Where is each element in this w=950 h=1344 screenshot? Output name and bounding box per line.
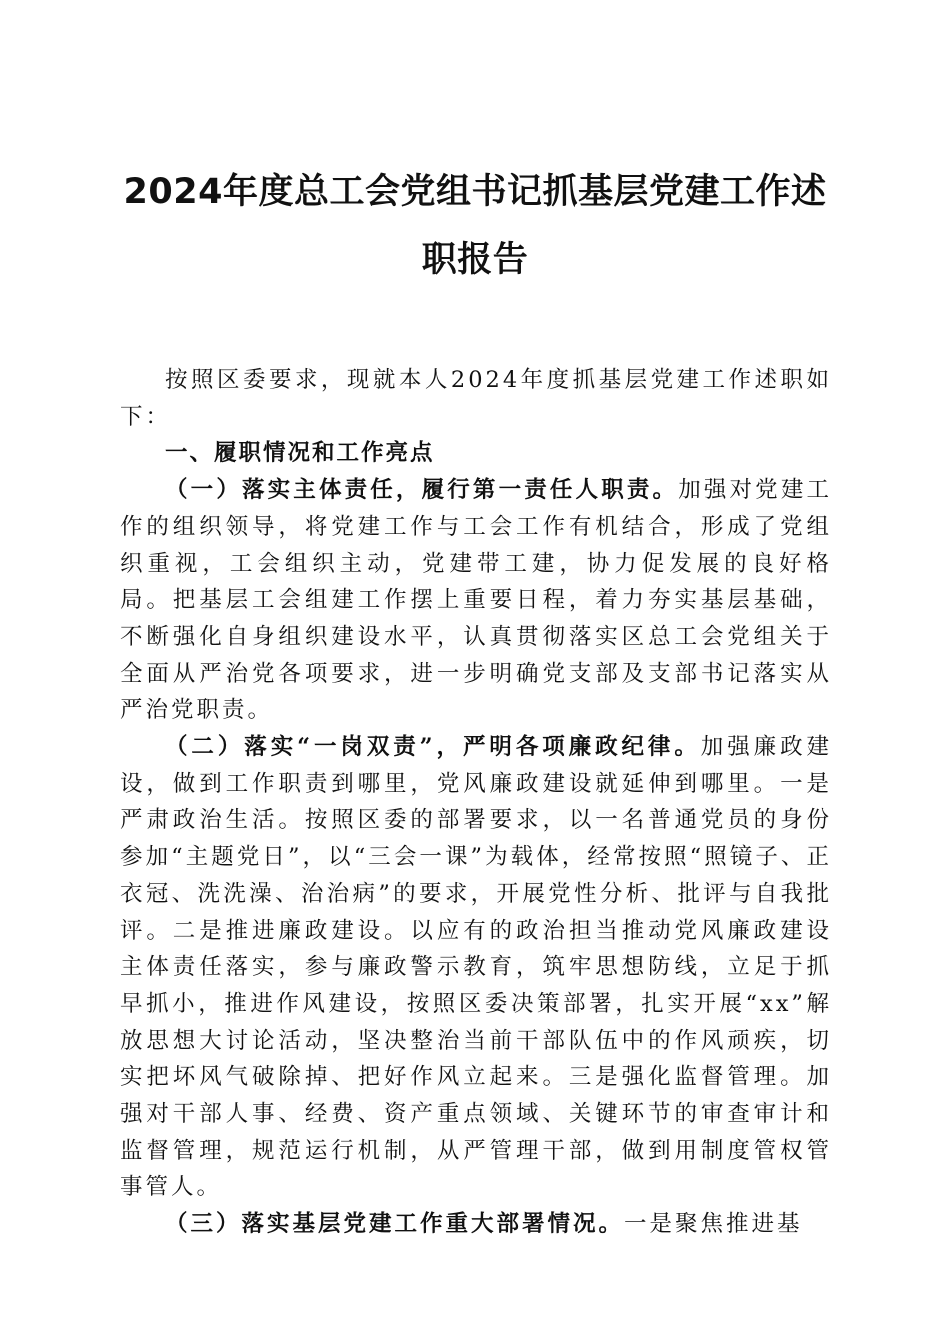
section-heading: 一、履职情况和工作亮点 — [165, 440, 435, 467]
paragraph-2 — [120, 729, 832, 1206]
paragraph-1-lead: （一）落实主体责任，履行第一责任人职责。 — [165, 477, 679, 504]
paragraph-1-body: 加强对党建工作的组织领导，将党建工作与工会工作有机结合，形成了党组织重视，工会组织主动，党建带工建，协力促发展的良好格局。把基层工会组建工作摆上重要日程，着力夯实基层基础，不断强化自身组织建设水平，认真贯彻落实区总工会党组关于全面从严治党各项要求，进一步明确党支部及支部书记落实从严治党职责。 — [120, 477, 832, 724]
intro-paragraph: 按照区委要求，现就本人2024年度抓基层党建工作述职如下： — [120, 367, 832, 430]
paragraph-1 — [120, 472, 832, 729]
paragraph-3-lead: （三）落实基层党建工作重大部署情况。 — [165, 1211, 625, 1238]
document-title-line-2: 职报告 — [421, 240, 529, 280]
paragraph-2-body: 加强廉政建设，做到工作职责到哪里，党风廉政建设就延伸到哪里。一是严肃政治生活。按照区委的部署要求，以一名普通党员的身份参加“主题党日”，以“三会一课”为载体，经常按照“照镜子、正衣冠、洗洗澡、治治病”的要求，开展党性分析、批评与自我批评。二是推进廉政建设。以应有的政治担当推动党风廉政建设主体责任落实，参与廉政警示教育，筑牢思想防线，立足于抓早抓小，推进作风建设，按照区委决策部署，扎实开展“xx”解放思想大讨论活动，坚决整治当前干部队伍中的作风顽疾，切实把坏风气破除掉、把好作风立起来。三是强化监督管理。加强对干部人事、经费、资产重点领域、关键环节的审查审计和监督管理，规范运行机制，从严管理干部，做到用制度管权管事管人。 — [120, 734, 832, 1201]
paragraph-3 — [120, 1206, 832, 1243]
document-title-line-1: 2024年度总工会党组书记抓基层党建工作述 — [123, 172, 827, 212]
paragraph-3-body: 一是聚焦推进基 — [624, 1211, 803, 1238]
document-body — [120, 362, 832, 1243]
paragraph-2-lead: （二）落实“一岗双责”，严明各项廉政纪律。 — [165, 734, 701, 761]
